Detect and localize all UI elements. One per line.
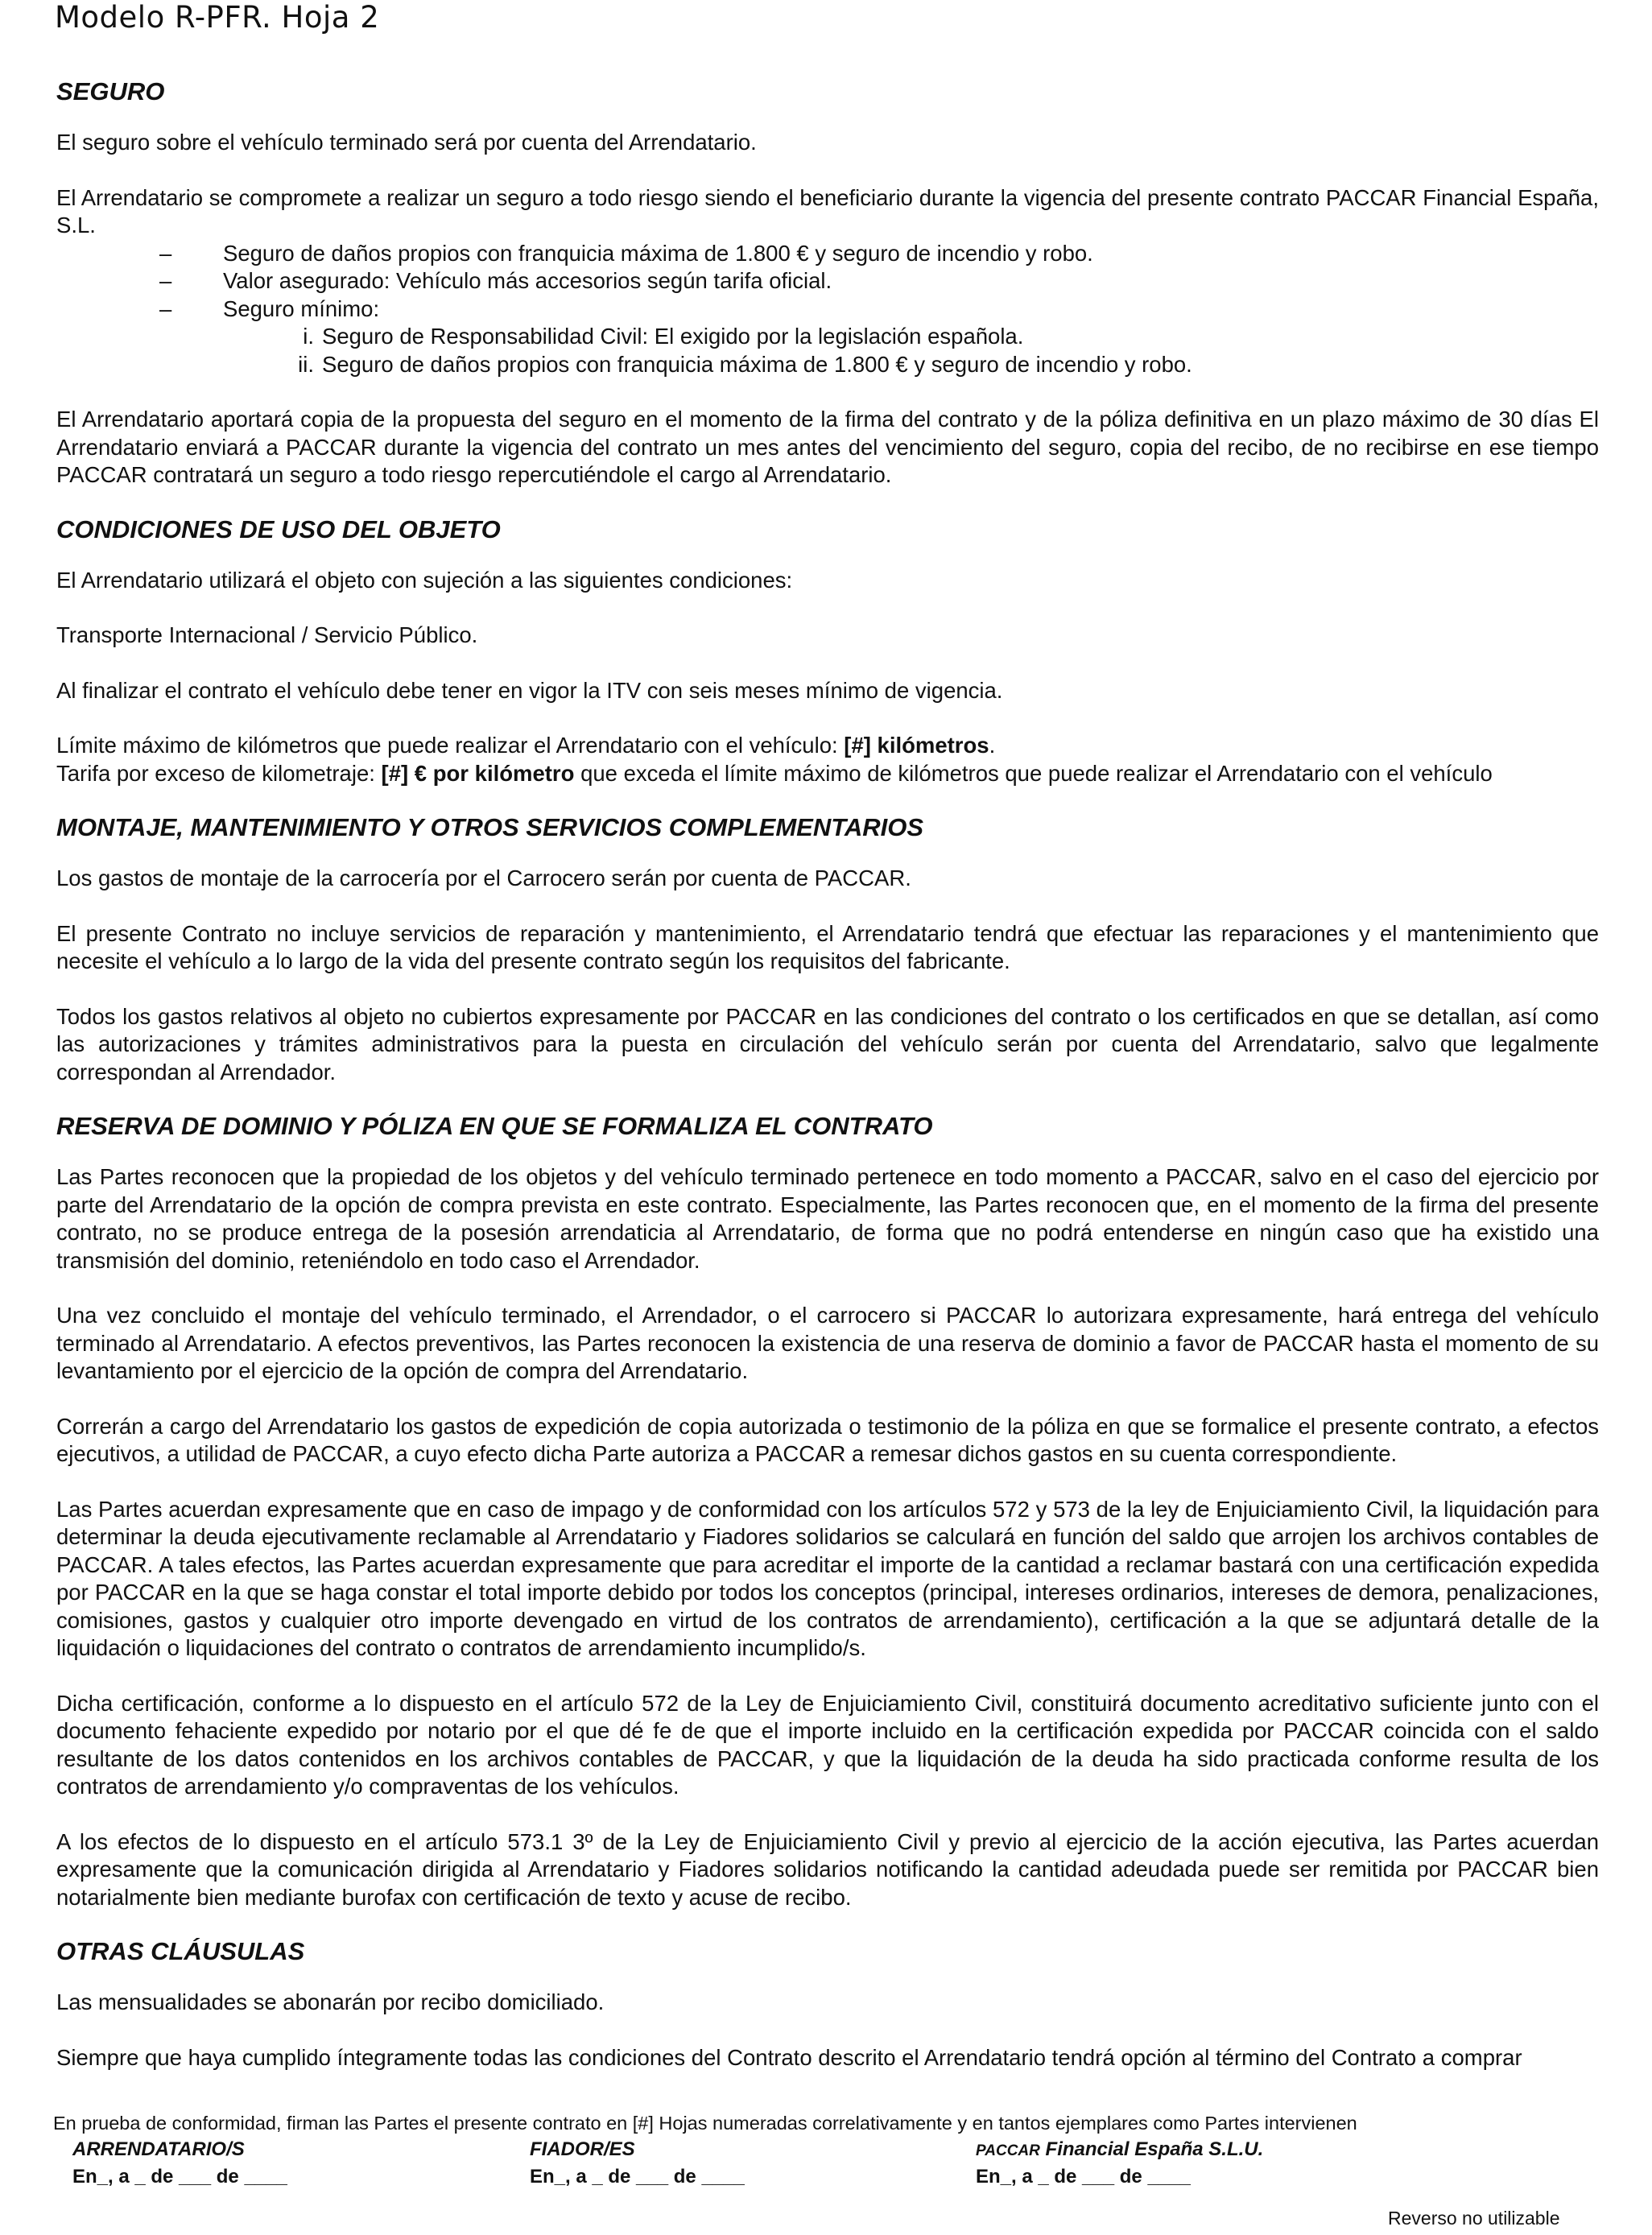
tarifa-paragraph — [56, 760, 1599, 788]
signature-date-arrendatario: En_, a _ de ___ de ____ — [72, 2166, 287, 2187]
insurance-sublist — [56, 323, 1599, 378]
list-item — [56, 295, 1599, 324]
paragraph: El Arrendatario aportará copia de la propuesta del seguro en el momento de la firma del contrato y de la póliza definitiva en un plazo máximo de 30 días El Arrendatario enviará a PACCAR durante la vigencia del contrato un mes antes del vencimiento del seguro, copia del recibo, de no recibirse en ese tiempo PACCAR contratará un seguro a todo riesgo repercutiéndole el cargo al Arrendatario. — [56, 407, 1599, 487]
list-item — [56, 240, 1599, 268]
paragraph: El presente Contrato no incluye servicios de reparación y mantenimiento, el Arrendatario tendrá que efectuar las reparaciones y el mantenimiento que necesite el vehículo a lo largo de la vida del presente contrato según los requisitos del fabricante. — [56, 920, 1599, 973]
paragraph: Las Partes acuerdan expresamente que en caso de impago y de conformidad con los artículos 572 y 573 de la ley de Enjuiciamiento Civil, la liquidación para determinar la deuda ejecutivamente reclamable al Arrendatario y Fiadores solidarios se calculará en función del saldo que arrojen los archivos contables de PACCAR. A tales efectos, las Partes acuerdan expresamente que para acreditar el importe de la cantidad a reclamar bastará con una certificación expedida por PACCAR en la que se haga constar el total importe debido por todos los conceptos (principal, intereses ordinarios, intereses de demora, penalizaciones, comisiones, gastos y cualquier otro importe devengado en virtud de los contratos de arrendamiento), certificación a la que se adjuntará detalle de la liquidación o liquidaciones del contrato o contratos de arrendamiento incumplido/s. — [56, 1496, 1599, 1660]
list-item-text: Seguro mínimo: — [223, 295, 380, 321]
list-item — [56, 267, 1599, 295]
paccar-label-rest: Financial España S.L.U. — [1039, 2138, 1264, 2160]
tarifa-end: que exceda el límite máximo de kilómetros que puede realizar el Arrendatario con el vehículo — [574, 760, 1493, 786]
paragraph: Siempre que haya cumplido íntegramente todas las condiciones del Contrato descrito el Arrendatario tendrá opción al término del Contrato a comprar — [56, 2044, 1522, 2070]
reverso-note: Reverso no utilizable — [1388, 2208, 1560, 2229]
dash-bullet-icon: – — [159, 295, 172, 321]
sublist-item-text: Seguro de Responsabilidad Civil: El exigido por la legislación española. — [322, 324, 1024, 349]
signature-label-paccar — [976, 2138, 1263, 2161]
paragraph: El seguro sobre el vehículo terminado será por cuenta del Arrendatario. — [56, 130, 757, 155]
paccar-label: PACCAR — [976, 2142, 1040, 2159]
section-heading-otras: OTRAS CLÁUSULAS — [56, 1937, 305, 1965]
signature-date-fiador: En_, a _ de ___ de ____ — [530, 2166, 745, 2187]
dash-bullet-icon: – — [159, 240, 172, 266]
sublist-number: ii. — [298, 351, 314, 377]
paragraph: El Arrendatario se compromete a realizar un seguro a todo riesgo siendo el beneficiario durante la vigencia del presente contrato PACCAR Financial España, S.L. — [56, 184, 1599, 238]
list-item-text: Seguro de daños propios con franquicia máxima de 1.800 € y seguro de incendio y robo. — [223, 240, 1093, 266]
paragraph: Dicha certificación, conforme a lo dispuesto en el artículo 572 de la Ley de Enjuiciamiento Civil, constituirá documento acreditativo suficiente junto con el documento fehaciente expedido por notario por el que dé fe de que el importe incluido en la certificación expedida por PACCAR coincida con el saldo resultante de los datos contenidos en los archivos contables de PACCAR, y que la liquidación de la deuda ha sido practicada conforme resulta de los contratos de arrendamiento y/o compraventas de los vehículos. — [56, 1690, 1599, 1799]
paragraph: Transporte Internacional / Servicio Público. — [56, 622, 478, 647]
document-body — [56, 76, 1599, 2072]
paragraph: El Arrendatario utilizará el objeto con sujeción a las siguientes condiciones: — [56, 567, 793, 593]
section-heading-condiciones: CONDICIONES DE USO DEL OBJETO — [56, 514, 501, 543]
signature-label-arrendatario: ARRENDATARIO/S — [72, 2138, 245, 2160]
conformidad-text: En prueba de conformidad, firman las Partes el presente contrato en [#] Hojas numeradas correlativamente y en tantos ejemplares como Partes intervienen — [53, 2113, 1357, 2134]
section-heading-montaje: MONTAJE, MANTENIMIENTO Y OTROS SERVICIOS COMPLEMENTARIOS — [56, 813, 924, 841]
paragraph: Todos los gastos relativos al objeto no cubiertos expresamente por PACCAR en las condiciones del contrato o los certificados en que se detallan, así como las autorizaciones y trámites administrativos para la puesta en circulación del vehículo serán por cuenta del Arrendatario, salvo que legalmente correspondan al Arrendador. — [56, 1003, 1599, 1084]
list-item-text: Valor asegurado: Vehículo más accesorios según tarifa oficial. — [223, 268, 832, 293]
tarifa-value: [#] € por kilómetro — [381, 760, 575, 786]
km-limit-end: . — [989, 733, 996, 758]
km-limit-paragraph — [56, 732, 1599, 760]
dash-bullet-icon: – — [159, 268, 172, 293]
paragraph: Correrán a cargo del Arrendatario los gastos de expedición de copia autorizada o testimonio de la póliza en que se formalice el presente contrato, a efectos ejecutivos, a utilidad de PACCAR, a cuyo efecto dicha Parte autoriza a PACCAR a remesar dichos gastos en su cuenta correspondiente. — [56, 1413, 1599, 1466]
insurance-list — [56, 240, 1599, 324]
paragraph: Las Partes reconocen que la propiedad de los objetos y del vehículo terminado pertenece en todo momento a PACCAR, salvo en el caso del ejercicio por parte del Arrendatario de la opción de compra prevista en este contrato. Especialmente, las Partes reconocen que, en el momento de la firma del presente contrato, no se produce entrega de la posesión arrendaticia al Arrendatario, de forma que no podrá entenderse en ningún caso que ha existido una transmisión del dominio, reteniéndolo en todo caso el Arrendador. — [56, 1164, 1599, 1273]
sublist-number: i. — [303, 324, 314, 349]
km-limit-value: [#] kilómetros — [844, 733, 989, 758]
paragraph: Las mensualidades se abonarán por recibo domiciliado. — [56, 1989, 605, 2014]
km-limit-text: Límite máximo de kilómetros que puede realizar el Arrendatario con el vehículo: — [56, 733, 845, 758]
sublist-item — [56, 323, 1599, 351]
section-heading-reserva: RESERVA DE DOMINIO Y PÓLIZA EN QUE SE FORMALIZA EL CONTRATO — [56, 1112, 933, 1140]
page-header-title: Modelo R-PFR. Hoja 2 — [55, 0, 380, 35]
paragraph: A los efectos de lo dispuesto en el artículo 573.1 3º de la Ley de Enjuiciamiento Civil y previo al ejercicio de la acción ejecutiva, las Partes acuerdan expresamente que la comunicación dirigida al Arrendatario y Fiadores solidarios notificando la cantidad adeudada puede ser remitida por PACCAR bien notarialmente bien mediante burofax con certificación de texto y acuse de recibo. — [56, 1828, 1599, 1910]
signature-date-paccar: En_, a _ de ___ de ____ — [976, 2166, 1191, 2187]
section-heading-seguro: SEGURO — [56, 77, 165, 105]
paragraph: Los gastos de montaje de la carrocería por el Carrocero serán por cuenta de PACCAR. — [56, 865, 911, 890]
paragraph: Al finalizar el contrato el vehículo debe tener en vigor la ITV con seis meses mínimo de vigencia. — [56, 677, 1003, 703]
paragraph: Una vez concluido el montaje del vehículo terminado, el Arrendador, o el carrocero si PACCAR lo autorizara expresamente, hará entrega del vehículo terminado al Arrendatario. A efectos preventivos, las Partes reconocen la existencia de una reserva de dominio a favor de PACCAR hasta el momento de su levantamiento por el ejercicio de la opción de compra del Arrendatario. — [56, 1303, 1599, 1383]
tarifa-text: Tarifa por exceso de kilometraje: — [56, 760, 382, 786]
signature-label-fiador: FIADOR/ES — [530, 2138, 635, 2160]
sublist-item-text: Seguro de daños propios con franquicia máxima de 1.800 € y seguro de incendio y robo. — [322, 351, 1192, 377]
sublist-item — [56, 351, 1599, 379]
